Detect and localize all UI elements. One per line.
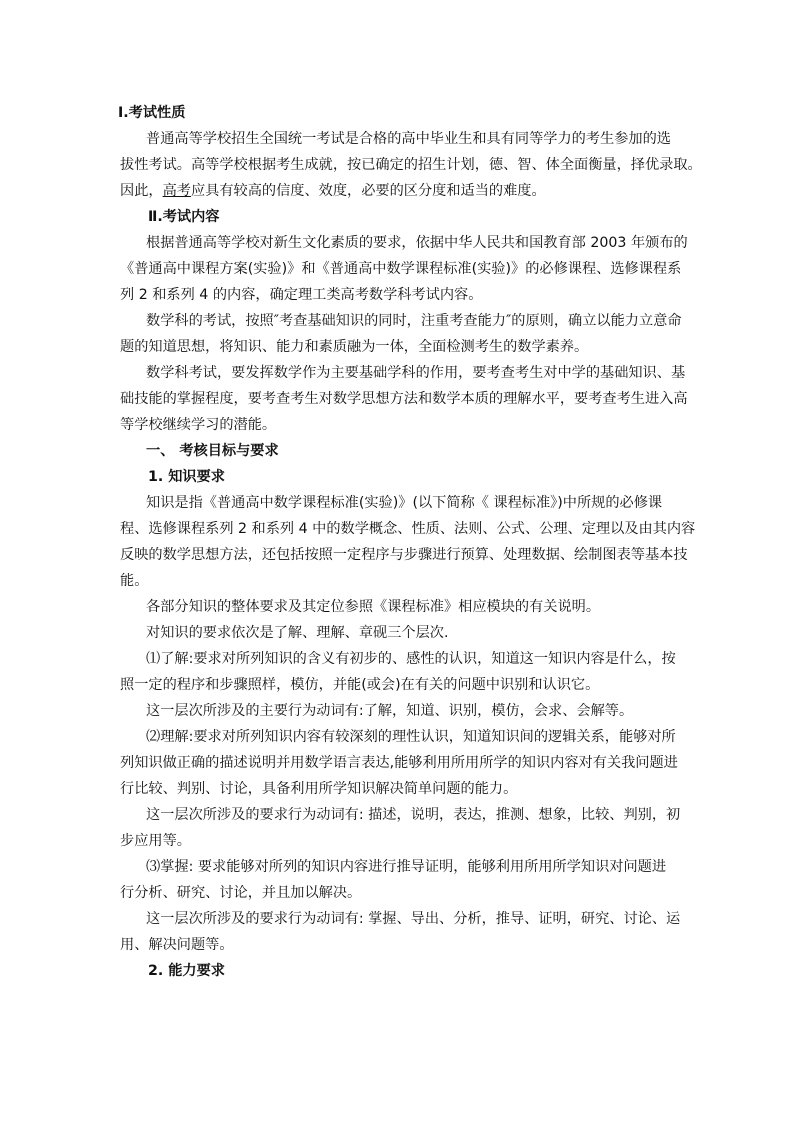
- paragraph-line: 数学科的考试，按照″考查基础知识的同时，注重考查能力″的原则，确立以能力立意命: [146, 313, 682, 329]
- paragraph-line: 这一层次所涉及的主要行为动词有:了解，知道、识别，模仿，会求、会解等。: [146, 703, 634, 719]
- paragraph-line: 题的知道思想，将知识、能力和素质融为一体，全面检测考生的数学素养。: [120, 339, 589, 355]
- text-span: 应具有较高的信度、效度，必要的区分度和适当的难度。: [190, 183, 546, 199]
- paragraph-line: 列 2 和系列 4 的内容，确定理工类高考数学科考试内容。: [120, 287, 483, 303]
- paragraph-line: 普通高等学校招生全国统一考试是合格的高中毕业生和具有同等学力的考生参加的选: [146, 131, 671, 147]
- paragraph-line: 等学校继续学习的潜能。: [120, 417, 277, 433]
- paragraph-line: 行比较、判别、讨论，具备利用所学知识解决简单问题的能力。: [120, 781, 518, 797]
- paragraph-line: 知识是指《普通高中数学课程标准(实验)》(以下简称《 课程标准》)中所规的必修课: [146, 495, 663, 511]
- list-item-comprehend: ⑵理解:要求对所列知识内容有较深刻的理性认识，知道知识间的逻辑关系，能够对所: [146, 729, 676, 745]
- list-item-master: ⑶掌握: 要求能够对所列的知识内容进行推导证明，能够利用所用所学知识对问题进: [146, 859, 667, 875]
- gaokao-link[interactable]: 高考: [162, 183, 191, 199]
- paragraph-line: 拔性考试。高等学校根据考生成就，按已确定的招生计划，德、智、体全面衡量，择优录取。: [120, 157, 702, 173]
- paragraph-line: 对知识的要求依次是了解、理解、章砚三个层次.: [146, 625, 449, 641]
- paragraph-line: 步应用等。: [120, 833, 191, 849]
- section-heading-exam-nature: Ⅰ.考试性质: [118, 105, 186, 121]
- subheading-knowledge: 1. 知识要求: [148, 469, 225, 485]
- paragraph-line: 这一层次所涉及的要求行为动词有: 描述，说明，表达，推测、想象，比较、判别，初: [146, 807, 681, 823]
- list-item-understand-basic: ⑴了解:要求对所列知识的含义有初步的、感性的认识，知道这一知识内容是什么，按: [146, 651, 676, 667]
- text-span: 因此，: [120, 183, 163, 199]
- paragraph-line: 数学科考试，要发挥数学作为主要基础学科的作用，要考查考生对中学的基础知识、基: [146, 365, 686, 381]
- paragraph-line: 础技能的掌握程度，要考查考生对数学思想方法和数学本质的理解水平，要考查考生进入高: [120, 391, 688, 407]
- paragraph-line: 行分析、研究、讨论，并且加以解决。: [120, 885, 362, 901]
- paragraph-line: 照一定的程序和步骤照样，模仿，并能(或会)在有关的问题中识别和认识它。: [120, 677, 600, 693]
- paragraph-line: 能。: [120, 573, 149, 589]
- paragraph-line: [120, 181, 546, 201]
- paragraph-line: 根据普通高等学校对新生文化素质的要求，依据中华人民共和国教育部 2003 年颁布的: [146, 235, 688, 251]
- section-heading-objectives: 一、 考核目标与要求: [146, 443, 279, 459]
- paragraph-line: 列知识做正确的描述说明并用数学语言表达,能够利用所用所学的知识内容对有关我问题进: [120, 755, 678, 771]
- paragraph-line: 反映的数学思想方法，还包括按照一定程序与步骤进行预算、处理数据、绘制图表等基本技: [120, 547, 688, 563]
- paragraph-line: 这一层次所涉及的要求行为动词有: 掌握、导出、分析，推导、证明，研究、讨论、运: [146, 911, 681, 927]
- section-heading-exam-content: Ⅱ.考试内容: [148, 209, 220, 225]
- paragraph-line: 《普通高中课程方案(实验)》和《普通高中数学课程标准(实验)》的必修课程、选修课程系: [120, 261, 682, 277]
- subheading-ability: 2. 能力要求: [148, 963, 225, 979]
- paragraph-line: 各部分知识的整体要求及其定位参照《课程标准》相应模块的有关说明。: [146, 599, 601, 615]
- paragraph-line: 程、选修课程系列 2 和系列 4 中的数学概念、性质、法则、公式、公理、定理以及由其内容: [120, 521, 696, 537]
- paragraph-line: 用、解决问题等。: [120, 937, 234, 953]
